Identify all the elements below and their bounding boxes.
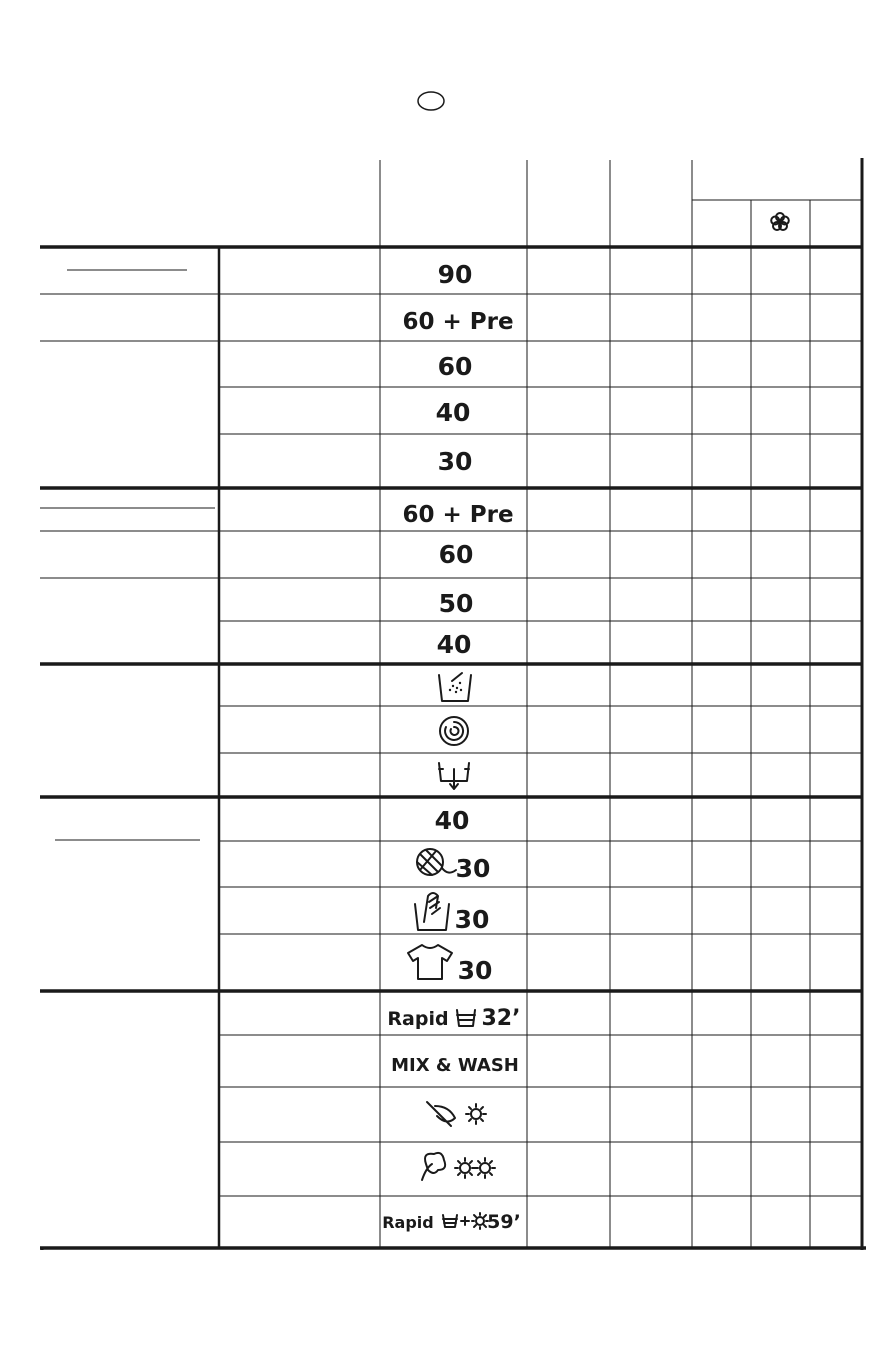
rapid-text: Rapid: [382, 1213, 434, 1232]
row-label: 60 + Pre: [402, 309, 514, 335]
shirt-icon: [408, 945, 452, 979]
tub-icon: [457, 1010, 475, 1026]
flower-icon: [771, 213, 789, 230]
left-separators: [40, 270, 219, 840]
feather-icon: [427, 1102, 455, 1126]
row-label: 60: [437, 352, 473, 381]
spin-spiral-icon: [440, 717, 468, 745]
mix-wash-text: MIX & WASH: [391, 1055, 519, 1076]
row-label: 60 + Pre: [402, 502, 514, 528]
drain-tub-icon: [439, 763, 469, 789]
oval-badge-icon: [418, 92, 444, 110]
row-separators: [219, 294, 862, 1196]
wool-yarn-icon: [417, 849, 456, 875]
row-label: 60: [438, 540, 474, 569]
row-label: 40: [435, 398, 471, 427]
row-label: 30: [457, 956, 493, 985]
rinse-shower-icon: [439, 673, 471, 701]
row-label: 30: [454, 905, 490, 934]
hand-wash-icon: [415, 893, 449, 930]
sun-sun-icon: [455, 1158, 495, 1178]
row-label: 30: [437, 447, 473, 476]
row-label: 90: [437, 260, 473, 289]
row-label: 40: [434, 806, 470, 835]
row-label: 32’: [481, 1006, 521, 1031]
rapid-text: Rapid: [387, 1008, 449, 1030]
tub-plus-sun-icon: [443, 1213, 488, 1229]
row-label: 50: [438, 589, 474, 618]
row-label: 40: [436, 630, 472, 659]
row-label: 59’: [487, 1211, 521, 1233]
row-label: 30: [455, 854, 491, 883]
cotton-plant-icon: [422, 1153, 445, 1180]
sun-icon: [466, 1104, 486, 1124]
